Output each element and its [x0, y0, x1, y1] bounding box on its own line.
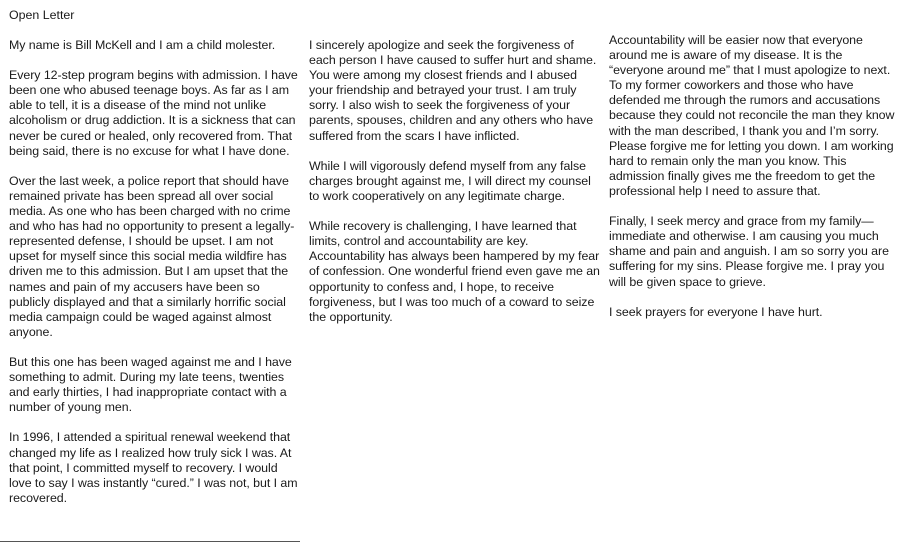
paragraph: But this one has been waged against me and I have something to admit. During my late teens, twenties and early thirties, I had inappropriate contact with a number of young men. — [9, 354, 292, 415]
paragraph: While recovery is challenging, I have learned that limits, control and accountability are key. Accountability has always been hampered by my fear of confession. One wonderful friend even gave me an opportunity to confess and, I hope, to receive forgiveness, but I was too much of a coward to seize the opportunity. — [309, 219, 600, 324]
paragraph: Every 12-step program begins with admission. I have been one who abused teenage boys. As far as I am able to tell, it is a disease of the mind not unlike alcoholism or drug addiction. It is a sickness that can never be cured or healed, only recovered from. That being said, there is no excuse for what I have done. — [9, 68, 298, 158]
paragraph: While I will vigorously defend myself from any false charges brought against me, I will direct my counsel to work cooperatively on any legitimate charge. — [309, 158, 591, 203]
paragraph: Finally, I seek mercy and grace from my family—immediate and otherwise. I am causing you much shame and pain and anguish. I am so sorry you are suffering for my sins. Please forgive me. I pray you will be given space to grieve. — [609, 214, 889, 289]
text-column-3 — [609, 33, 897, 335]
paragraph: I seek prayers for everyone I have hurt. — [609, 304, 823, 319]
text-column-1 — [9, 38, 303, 521]
paragraph: In 1996, I attended a spiritual renewal weekend that changed my life as I realized how truly sick I was. At that point, I committed myself to recovery. I would love to say I was instantly “cured.” I was not, but I am recovered. — [9, 430, 298, 505]
bottom-divider — [0, 541, 300, 542]
document-title: Open Letter — [9, 8, 75, 22]
paragraph: Accountability will be easier now that everyone around me is aware of my disease. It is the “everyone around me” that I must apologize to next. To my former coworkers and those who have defended me through the rumors and accusations because they could not reconcile the man they know with the man described, I thank you and I’m sorry. Please forgive me for letting you down. I am working hard to remain only the man you know. This admission finally gives me the freedom to get the professional help I need to assure that. — [609, 33, 895, 198]
paragraph: My name is Bill McKell and I am a child molester. — [9, 38, 276, 52]
paragraph: I sincerely apologize and seek the forgiveness of each person I have caused to suffer hurt and shame. You were among my closest friends and I abused your friendship and betrayed your trust. I am truly sorry. I also wish to seek the forgiveness of your parents, spouses, children and any others who have suffered from the scars I have inflicted. — [309, 38, 597, 143]
paragraph: Over the last week, a police report that should have remained private has been spread all over social media. As one who has been charged with no crime and who has had no opportunity to present a legally-represented defense, I should be upset. I am not upset for myself since this social media wildfire has driven me to this admission. But I am upset that the names and pain of my accusers have been so publicly displayed and that a similarly horrific social media campaign could be waged against almost anyone. — [9, 173, 295, 339]
text-column-2 — [309, 38, 603, 340]
